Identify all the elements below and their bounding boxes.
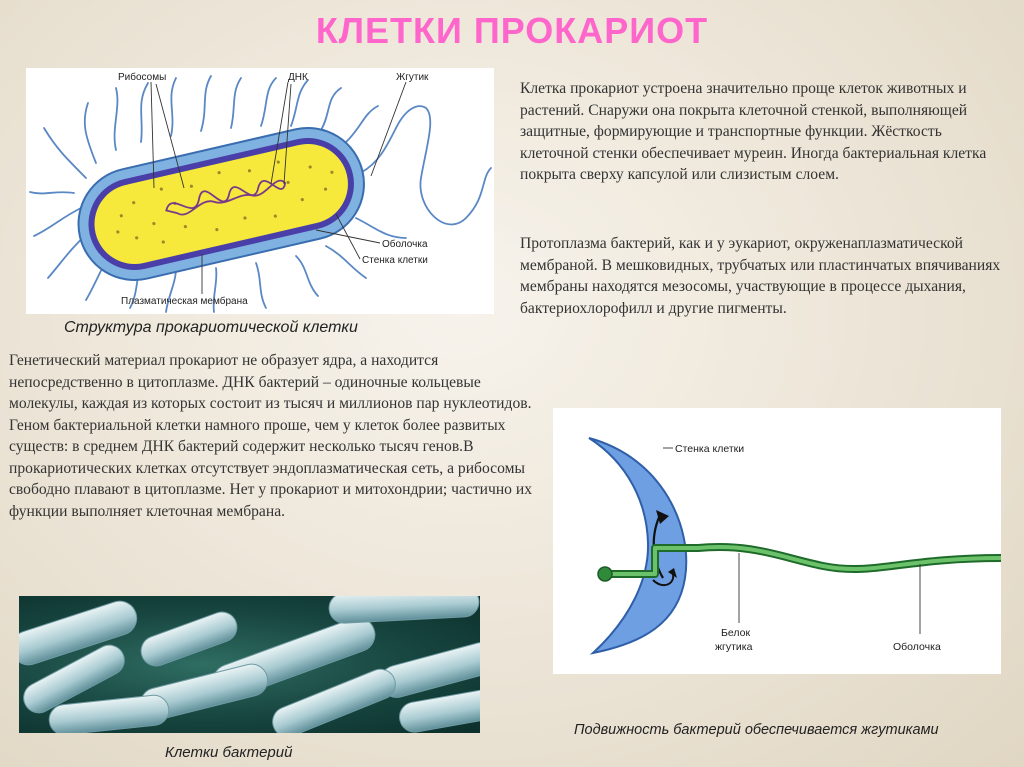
page-title: КЛЕТКИ ПРОКАРИОТ: [315, 10, 709, 51]
label-flagellum-envelope: Оболочка: [893, 641, 941, 653]
flagellum-label-leaders: [663, 448, 920, 634]
cell-structure-diagram: [26, 68, 494, 314]
bacteria-rods: [19, 596, 480, 733]
label-cell-wall: Стенка клетки: [362, 255, 428, 266]
label-protein-line2: жгутика: [715, 641, 753, 653]
label-plasma-membrane: Плазматическая мембрана: [121, 296, 248, 307]
flagellum-caption: Подвижность бактерий обеспечивается жгутиками: [574, 722, 939, 738]
bacteria-photo: [19, 596, 480, 733]
paragraph-genetic-material: Генетический материал прокариот не образует ядра, а находится непосредственно в цитоплазме. ДНК бактерий – одиночные кольцевые молекулы, каждая из которых состоит из тысяч и миллионов пар нуклеотидов. Геном бактериальной клетки намного проше, чем у клеток более развитых существ: в среднем ДНК бактерий содержит несколько тысяч генов.В прокариотических клетках отсутствует эндоплазматическая сеть, а рибосомы свободно плавают в цитоплазме. Нет у прокариот и митохондрии; частично их функции выполняет клеточная мембрана.: [9, 352, 533, 520]
label-envelope: Оболочка: [382, 239, 428, 250]
cell-structure-svg: [26, 68, 494, 314]
flagellum-diagram: [553, 408, 1001, 674]
bacteria-photo-svg: [19, 596, 480, 733]
bacteria-photo-caption: Клетки бактерий: [165, 744, 293, 761]
label-flagellum-cell-wall: Стенка клетки: [675, 443, 745, 455]
label-ribosomes: Рибосомы: [118, 72, 167, 83]
paragraph-cell-wall: Клетка прокариот устроена значительно проще клеток животных и растений. Снаружи она покрыта клеточной стенкой, выполняющей защитные, формирующие и транспортные функции. Жёсткость клеточной стенки обеспечивает муреин. Иногда бактериальная клетка покрыта сверху капсулой или слизистым слоем.: [520, 80, 987, 183]
label-dna: ДНК: [288, 72, 308, 83]
bacterium-body: [67, 117, 375, 291]
cell-diagram-caption: Структура прокариотической клетки: [64, 319, 358, 336]
basal-body-icon: [598, 567, 612, 581]
label-protein-line1: Белок: [721, 627, 751, 639]
flagellum-svg: [553, 408, 1001, 674]
paragraph-protoplasm: Протоплазма бактерий, как и у эукариот, окруженаплазматической мембраной. В мешковидных, трубчатых или пластинчатых впячиваниях мембраны находятся мезосомы, участвующие в процессе дыхания, бактериохлорофилл и другие пигменты.: [520, 235, 1001, 317]
label-flagellum: Жгутик: [396, 72, 429, 83]
